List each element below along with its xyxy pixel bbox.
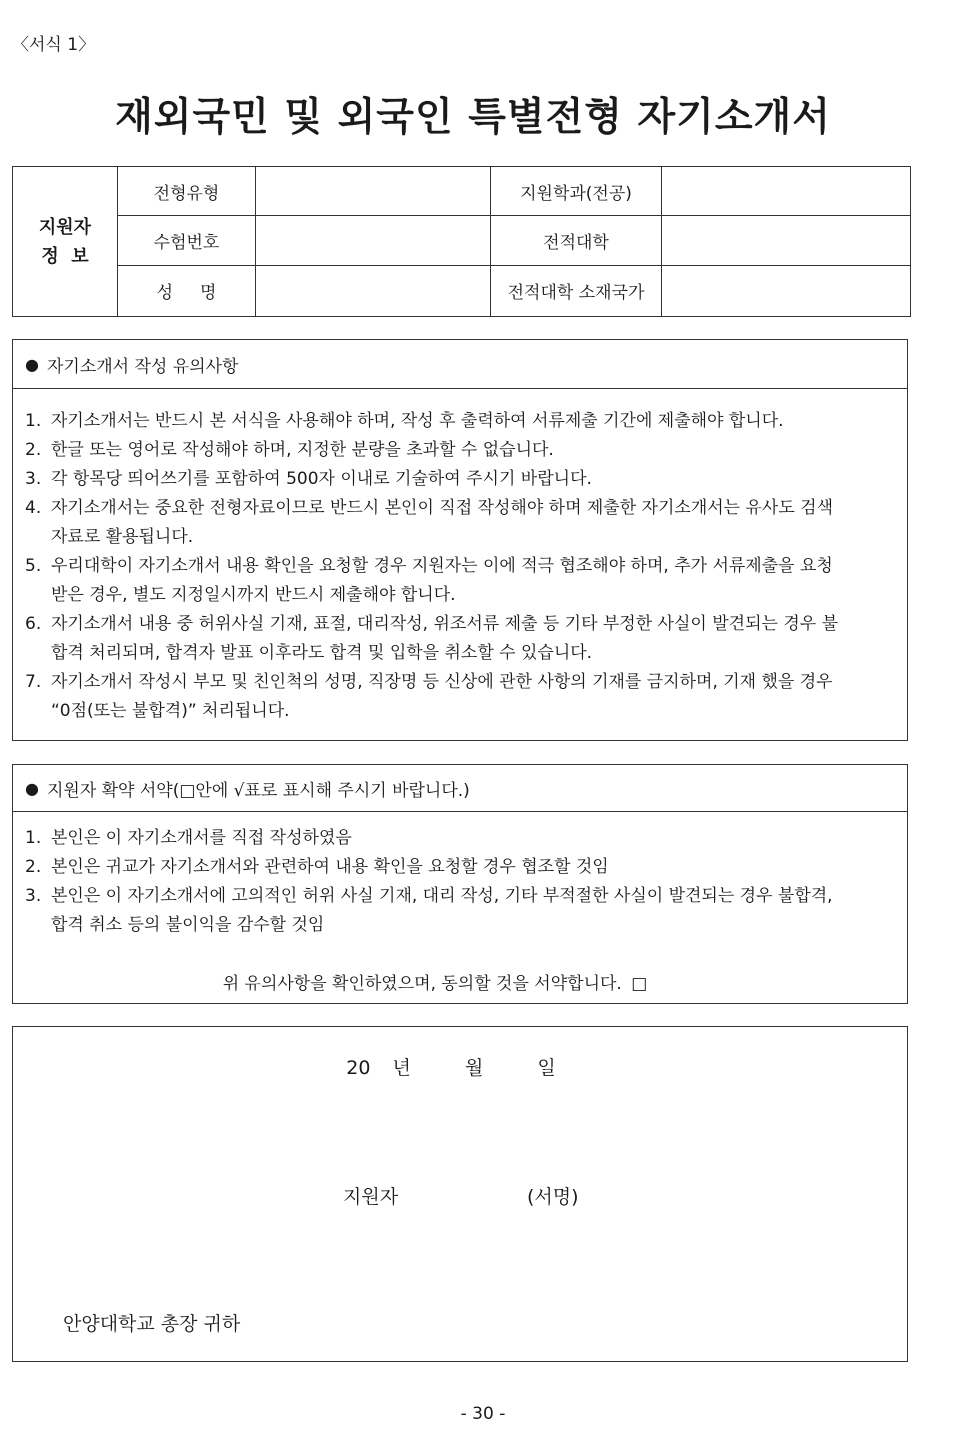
- bullet-icon: ●: [25, 778, 39, 798]
- year-prefix: 20: [346, 1057, 371, 1079]
- notice-header-text: 자기소개서 작성 유의사항: [46, 356, 239, 377]
- field-previous-university[interactable]: [662, 216, 911, 265]
- list-item: 4. 자기소개서는 중요한 전형자료이므로 반드시 본인이 직접 작성해야 하며 제출한 자기소개서는 유사도 검색자료로 활용됩니다.: [25, 498, 834, 547]
- applicant-info-label: [13, 167, 118, 317]
- applicant-label-line2: 정 보: [41, 245, 89, 267]
- applicant-label-line1: 지원자: [38, 216, 92, 238]
- list-item: 1. 본인은 이 자기소개서를 직접 작성하였음: [25, 828, 352, 848]
- label-department: 지원학과(전공): [491, 167, 662, 216]
- recipient: 안양대학교 총장 귀하: [63, 1313, 241, 1335]
- pledge-list: [13, 812, 907, 940]
- list-item: 3. 각 항목당 띄어쓰기를 포함하여 500자 이내로 기술하여 주시기 바랍니다.: [25, 469, 592, 489]
- field-exam-number[interactable]: [256, 216, 491, 265]
- list-item: 6. 자기소개서 내용 중 허위사실 기재, 표절, 대리작성, 위조서류 제출 등 기타 부정한 사실이 발견되는 경우 불합격 처리되며, 합격자 발표 이후라도 합격 및 입학을 취소할 수 있습니다.: [25, 614, 838, 663]
- bullet-icon: ●: [25, 354, 39, 374]
- pledge-box: [12, 764, 908, 1004]
- month-label: 월: [464, 1057, 484, 1079]
- field-university-country[interactable]: [662, 265, 911, 316]
- field-admission-type[interactable]: [256, 167, 491, 216]
- list-item: 2. 본인은 귀교가 자기소개서와 관련하여 내용 확인을 요청할 경우 협조할 것임: [25, 857, 609, 877]
- agreement-checkbox[interactable]: □: [631, 974, 648, 994]
- pledge-header-text: 지원자 확약 서약(□안에 √표로 표시해 주시기 바랍니다.): [46, 780, 470, 801]
- label-exam-number: 수험번호: [118, 216, 256, 265]
- year-label: 년: [392, 1057, 411, 1079]
- applicant-info-table: [12, 166, 911, 317]
- label-university-country: 전적대학 소재국가: [491, 265, 662, 316]
- pledge-header: [13, 765, 907, 812]
- notice-header: [13, 340, 907, 389]
- label-previous-university: 전적대학: [491, 216, 662, 265]
- label-admission-type: 전형유형: [118, 167, 256, 216]
- page-number: - 30 -: [460, 1404, 506, 1424]
- sign-placeholder[interactable]: (서명): [527, 1186, 579, 1208]
- day-label: 일: [537, 1057, 556, 1079]
- field-name[interactable]: [256, 265, 491, 316]
- notice-box: [12, 339, 908, 741]
- agreement-line: [13, 969, 907, 994]
- list-item: 1. 자기소개서는 반드시 본 서식을 사용해야 하며, 작성 후 출력하여 서류제출 기간에 제출해야 합니다.: [25, 411, 784, 431]
- list-item: 3. 본인은 이 자기소개서에 고의적인 허위 사실 기재, 대리 작성, 기타 부적절한 사실이 발견되는 경우 불합격, 합격 취소 등의 불이익을 감수할 것임: [25, 886, 833, 935]
- list-item: 7. 자기소개서 작성시 부모 및 친인척의 성명, 직장명 등 신상에 관한 사항의 기재를 금지하며, 기재 했을 경우 “0점(또는 불합격)” 처리됩니다.: [25, 672, 833, 721]
- document-title: 재외국민 및 외국인 특별전형 자기소개서: [115, 95, 831, 140]
- field-department[interactable]: [662, 167, 911, 216]
- label-name: 성 명: [118, 265, 256, 316]
- agreement-text: 위 유의사항을 확인하였으며, 동의할 것을 서약합니다.: [222, 974, 622, 994]
- list-item: 2. 한글 또는 영어로 작성해야 하며, 지정한 분량을 초과할 수 없습니다.: [25, 440, 554, 460]
- notice-list: [13, 389, 907, 726]
- applicant-signature-label: 지원자: [343, 1186, 399, 1208]
- list-item: 5. 우리대학이 자기소개서 내용 확인을 요청할 경우 지원자는 이에 적극 협조해야 하며, 추가 서류제출을 요청받은 경우, 별도 지정일시까지 반드시 제출해야 합니다.: [25, 556, 833, 605]
- signature-date: [13, 1053, 909, 1080]
- form-label: 〈서식 1〉: [12, 35, 96, 55]
- signature-box: [12, 1026, 908, 1362]
